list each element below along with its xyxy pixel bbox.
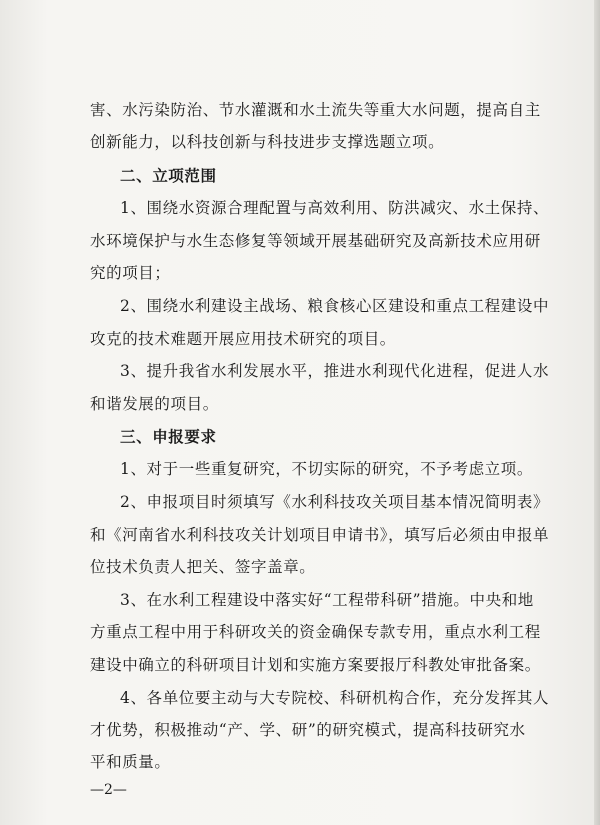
body-line: 水环境保护与水生态修复等领域开展基础研究及高新技术应用研 xyxy=(90,232,541,250)
body-line: 3、在水利工程建设中落实好“工程带科研”措施。中央和地 xyxy=(120,591,534,609)
body-line: 创新能力，以科技创新与科技进步支撑选题立项。 xyxy=(90,133,445,151)
body-line: 攻克的技术难题开展应用技术研究的项目。 xyxy=(90,330,396,348)
body-line: 建设中确立的科研项目计划和实施方案要报厅科教处审批备案。 xyxy=(90,656,541,674)
body-line: 3、提升我省水利发展水平，推进水利现代化进程，促进人水 xyxy=(120,362,550,380)
section-heading-scope: 二、立项范围 xyxy=(120,166,217,185)
body-line: 究的项目； xyxy=(90,264,171,282)
body-line: 4、各单位要主动与大专院校、科研机构合作，充分发挥其人 xyxy=(120,689,550,707)
body-line: 和谐发展的项目。 xyxy=(90,395,219,413)
page-edge xyxy=(594,0,600,825)
body-line: 方重点工程中用于科研攻关的资金确保专款专用，重点水利工程 xyxy=(90,623,541,641)
body-line: 1、围绕水资源合理配置与高效利用、防洪减灾、水土保持、 xyxy=(120,199,550,217)
body-line: 才优势，积极推动“产、学、研”的研究模式，提高科技研究水 xyxy=(90,721,526,739)
body-line: 平和质量。 xyxy=(90,753,171,771)
section-heading-requirements: 三、申报要求 xyxy=(120,427,217,446)
page-number: —2— xyxy=(90,782,127,798)
body-line: 位技术负责人把关、签字盖章。 xyxy=(90,558,316,576)
body-line: 2、申报项目时须填写《水利科技攻关项目基本情况简明表》 xyxy=(120,493,550,511)
body-line: 1、对于一些重复研究，不切实际的研究，不予考虑立项。 xyxy=(120,460,533,478)
body-line: 和《河南省水利科技攻关计划项目申请书》，填写后必须由申报单 xyxy=(90,526,550,544)
body-line: 2、围绕水利建设主战场、粮食核心区建设和重点工程建设中 xyxy=(120,297,550,315)
body-line: 害、水污染防治、节水灌溉和水土流失等重大水问题，提高自主 xyxy=(90,101,541,119)
